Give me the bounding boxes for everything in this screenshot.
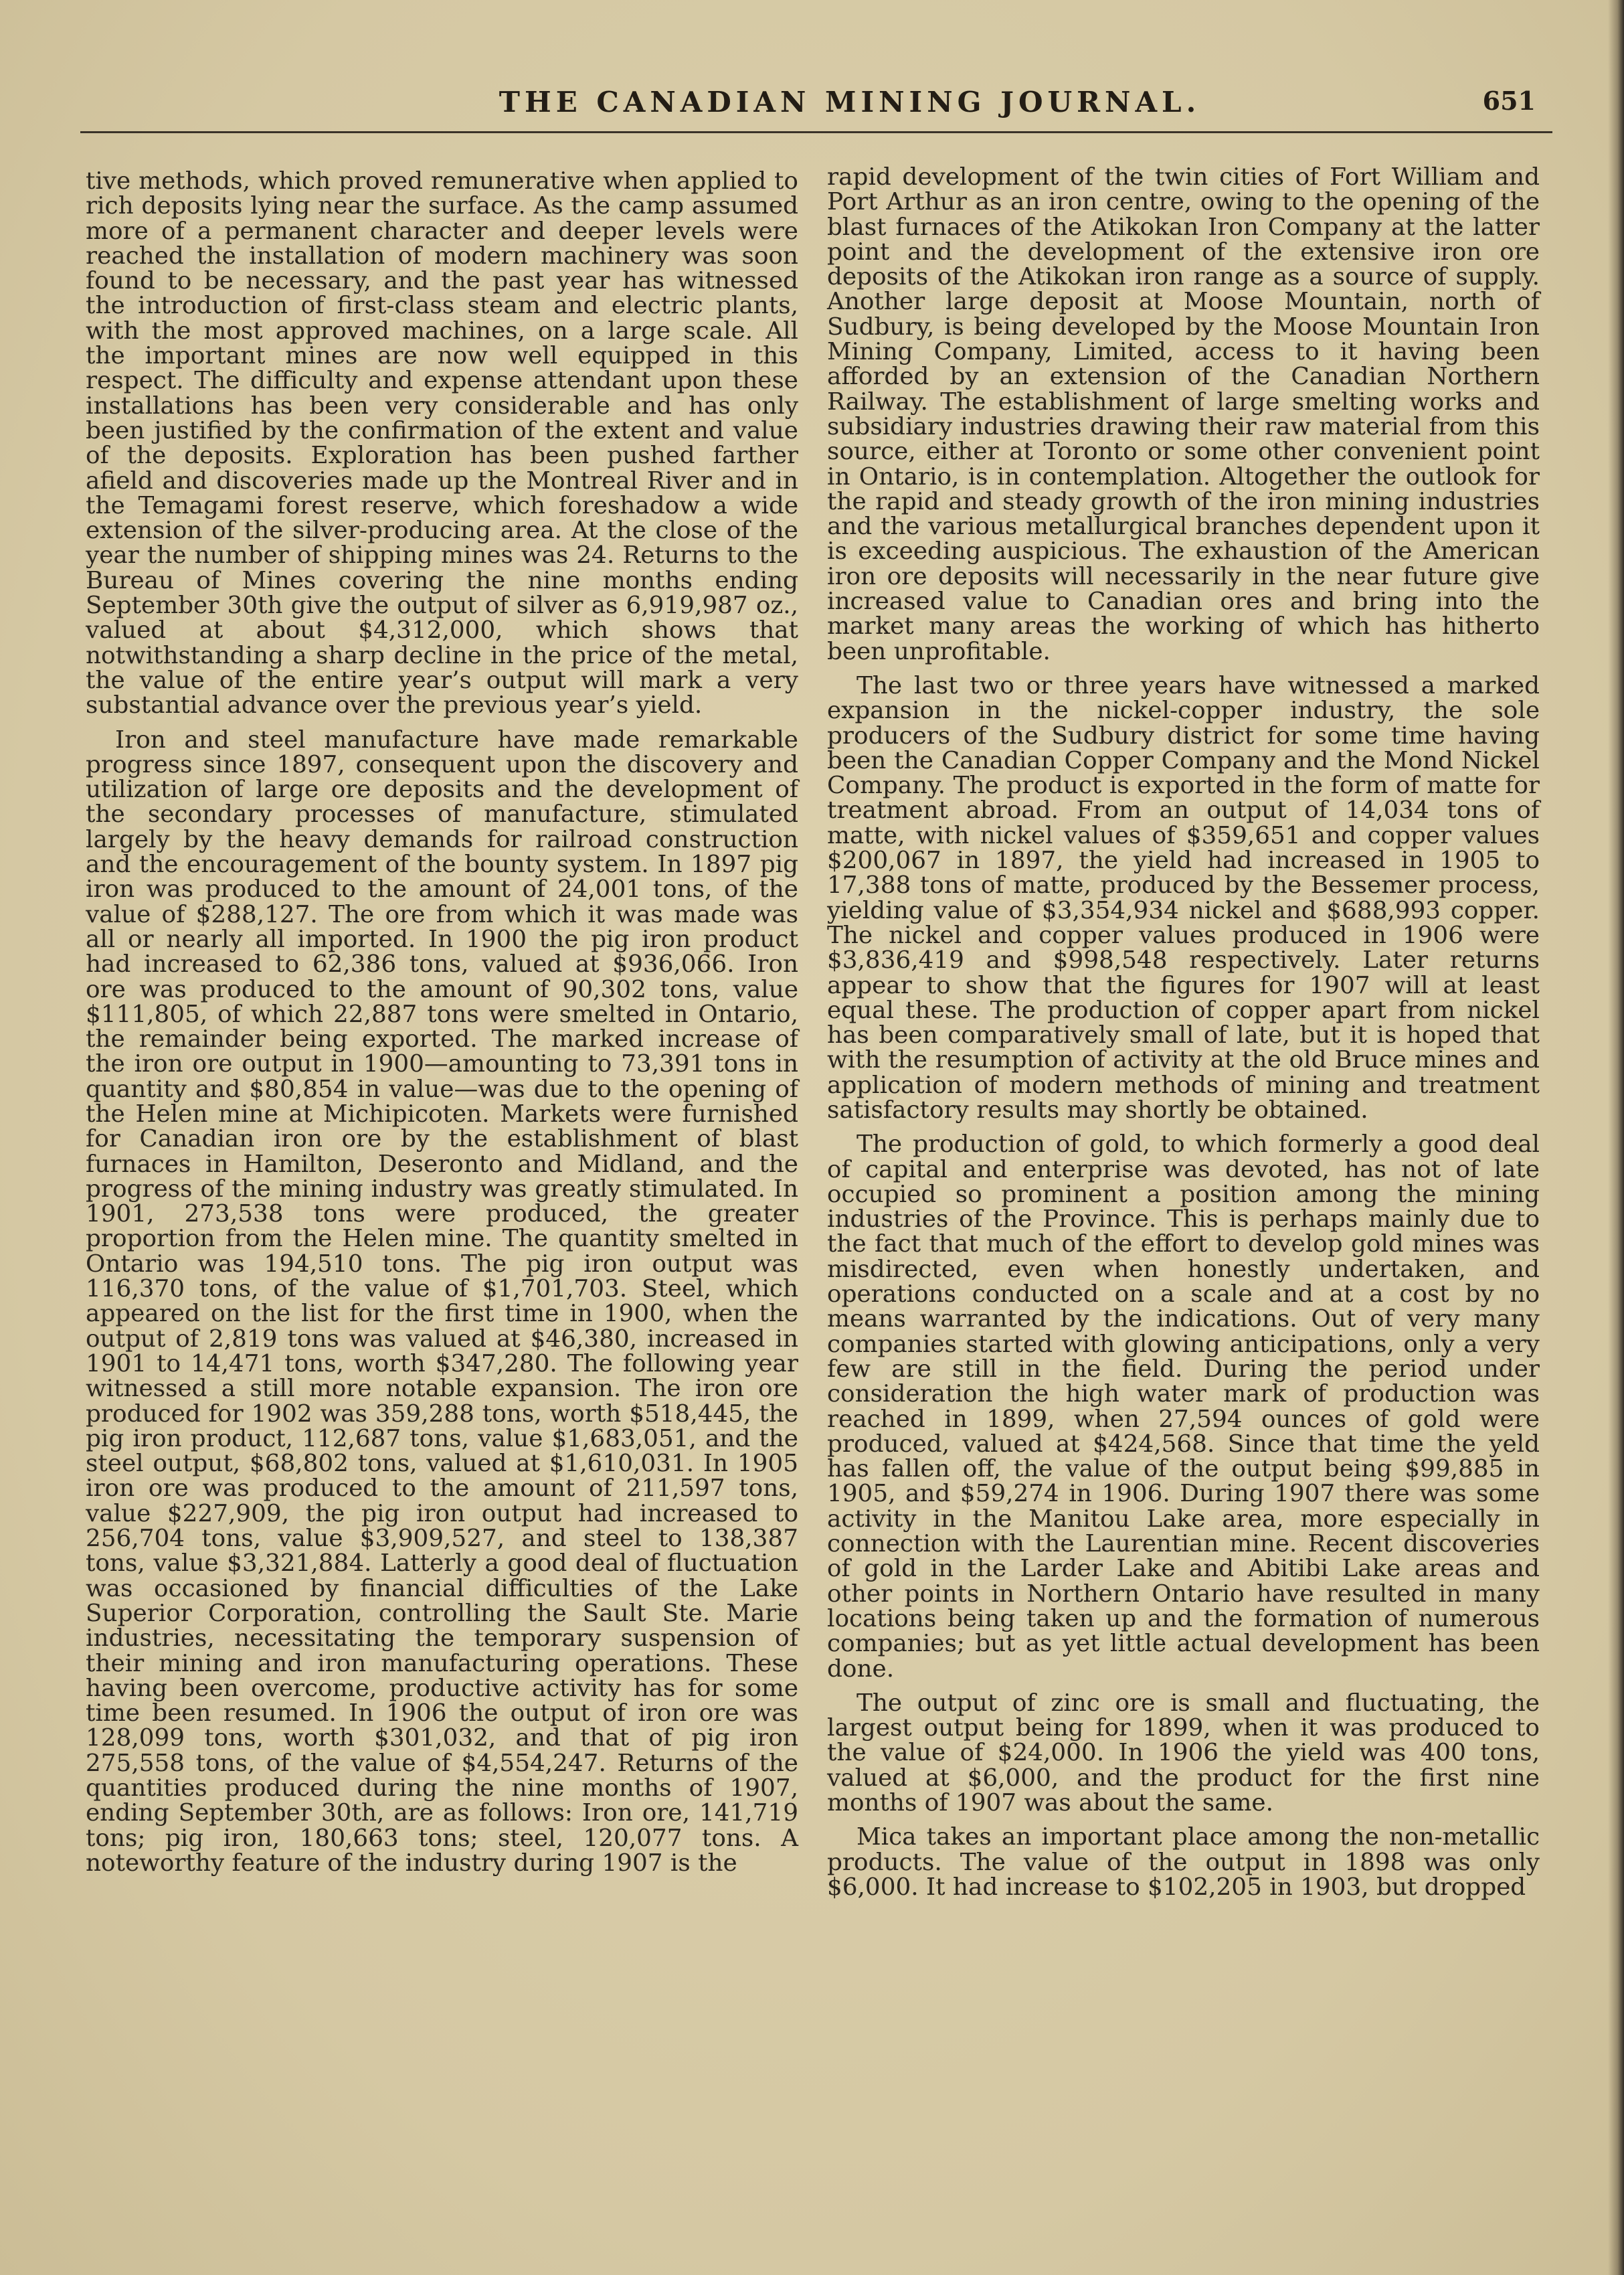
header-rule xyxy=(80,131,1552,133)
paragraph-zinc: The output of zinc ore is small and fluctuating, the largest output being for 1899, when it was produced to the value of $24,000. In 1906 the yield was 400 tons, valued at $6,000, and the product for the first nine months of 1907 was about the same. xyxy=(827,1689,1540,1817)
running-head xyxy=(0,86,1624,126)
paragraph-iron-centres: rapid development of the twin cities of Fort William and Port Arthur as an iron centre, owing to the opening of the blast furnaces of the Atikokan Iron Company at the latter point and the development of the extensive iron ore deposits of the Atikokan iron range as a source of supply. Another large deposit at Moose Mountain, north of Sudbury, is being developed by the Moose Mountain Iron Mining Company, Limited, access to it having been afforded by an extension of the Canadian Northern Railway. The establishment of large smelting works and subsidiary industries drawing their raw material from this source, either at Toronto or some other convenient point in Ontario, is in contemplation. Altogether the outlook for the rapid and steady growth of the iron mining industries and the various metallurgical branches dependent upon it is exceeding auspicious. The exhaustion of the American iron ore deposits will necessarily in the near future give increased value to Canadian ores and bring into the market many areas the working of which has hitherto been unprofitable. xyxy=(827,163,1540,665)
paragraph-silver-continued: tive methods, which proved remunerative when applied to rich deposits lying near the surface. As the camp assumed more of a permanent character and deeper levels were reached the installation of modern machinery was soon found to be necessary, and the past year has witnessed the introduction of first-class steam and electric plants, with the most approved machines, on a large scale. All the important mines are now well equipped in this respect. The difficulty and expense attendant upon these installations has been very considerable and has only been justified by the confirmation of the extent and value of the deposits. Exploration has been pushed farther afield and discoveries made up the Montreal River and in the Temagami forest reserve, which foreshadow a wide extension of the silver-producing area. At the close of the year the number of shipping mines was 24. Returns to the Bureau of Mines covering the nine months ending September 30th give the output of silver as 6,919,987 oz., valued at about $4,312,000, which shows that notwithstanding a sharp decline in the price of the metal, the value of the entire year’s output will mark a very substantial advance over the previous year’s yield. xyxy=(86,167,798,720)
left-column xyxy=(86,169,798,1875)
paragraph-iron-steel: Iron and steel manufacture have made remarkable progress since 1897, consequent upon the discovery and utilization of large ore deposits and the development of the secondary processes of manufacture, stimulated largely by the heavy demands for railroad construction and the encouragement of the bounty system. In 1897 pig iron was produced to the amount of 24,001 tons, of the value of $288,127. The ore from which it was made was all or nearly all imported. In 1900 the pig iron product had increased to 62,386 tons, valued at $936,066. Iron ore was produced to the amount of 90,302 tons, value $111,805, of which 22,887 tons were smelted in Ontario, the remainder being exported. The marked increase of the iron ore output in 1900—amounting to 73,391 tons in quantity and $80,854 in value—was due to the opening of the Helen mine at Michipicoten. Markets were furnished for Canadian iron ore by the establishment of blast furnaces in Hamilton, Deseronto and Midland, and the progress of the mining industry was greatly stimulated. In 1901, 273,538 tons were produced, the greater proportion from the Helen mine. The quantity smelted in Ontario was 194,510 tons. The pig iron output was 116,370 tons, of the value of $1,701,703. Steel, which appeared on the list for the first time in 1900, when the output of 2,819 tons was valued at $46,380, increased in 1901 to 14,471 tons, worth $347,280. The following year witnessed a still more notable expansion. The iron ore produced for 1902 was 359,288 tons, worth $518,445, the pig iron product, 112,687 tons, value $1,683,051, and the steel output, $68,802 tons, valued at $1,610,031. In 1905 iron ore was produced to the amount of 211,597 tons, value $227,909, the pig iron output had increased to 256,704 tons, value $3,909,527, and steel to 138,387 tons, value $3,321,884. Latterly a good deal of fluctuation was occasioned by financial difficulties of the Lake Superior Corporation, controlling the Sault Ste. Marie industries, necessitating the temporary suspension of their mining and iron manufacturing operations. These having been overcome, productive activity has for some time been resumed. In 1906 the output of iron ore was 128,099 tons, worth $301,032, and that of pig iron 275,558 tons, of the value of $4,554,247. Returns of the quantities produced during the nine months of 1907, ending September 30th, are as follows: Iron ore, 141,719 tons; pig iron, 180,663 tons; steel, 120,077 tons. A noteworthy feature of the industry during 1907 is the xyxy=(86,726,798,1877)
paragraph-gold: The production of gold, to which formerly a good deal of capital and enterprise was devoted, has not of late occupied so prominent a position among the mining industries of the Province. This is perhaps mainly due to the fact that much of the effort to develop gold mines was misdirected, even when honestly undertaken, and operations conducted on a scale and at a cost by no means warranted by the indications. Out of very many companies started with glowing anticipations, only a very few are still in the field. During the period under consideration the high water mark of production was reached in 1899, when 27,594 ounces of gold were produced, valued at $424,568. Since that time the yeld has fallen off, the value of the output being $99,885 in 1905, and $59,274 in 1906. During 1907 there was some activity in the Manitou Lake area, more especially in connection with the Laurentian mine. Recent discoveries of gold in the Larder Lake and Abitibi Lake areas and other points in Northern Ontario have resulted in many locations being taken up and the formation of numerous companies; but as yet little actual development has been done. xyxy=(827,1130,1540,1683)
page-number: 651 xyxy=(1482,86,1536,116)
right-column xyxy=(827,165,1540,1900)
paragraph-nickel-copper: The last two or three years have witnessed a marked expansion in the nickel-copper industry, the sole producers of the Sudbury district for some time having been the Canadian Copper Company and the Mond Nickel Company. The product is exported in the form of matte for treatment abroad. From an output of 14,034 tons of matte, with nickel values of $359,651 and copper values $200,067 in 1897, the yield had increased in 1905 to 17,388 tons of matte, produced by the Bessemer process, yielding value of $3,354,934 nickel and $688,993 copper. The nickel and copper values produced in 1906 were $3,836,419 and $998,548 respectively. Later returns appear to show that the figures for 1907 will at least equal these. The production of copper apart from nickel has been comparatively small of late, but it is hoped that with the resumption of activity at the old Bruce mines and application of modern methods of mining and treatment satisfactory results may shortly be obtained. xyxy=(827,671,1540,1124)
paragraph-mica: Mica takes an important place among the non-metallic products. The value of the output in 1898 was only $6,000. It had increase to $102,205 in 1903, but dropped xyxy=(827,1823,1540,1901)
page-edge-shadow xyxy=(1608,0,1624,2275)
journal-title: THE CANADIAN MINING JOURNAL. xyxy=(499,86,1201,118)
